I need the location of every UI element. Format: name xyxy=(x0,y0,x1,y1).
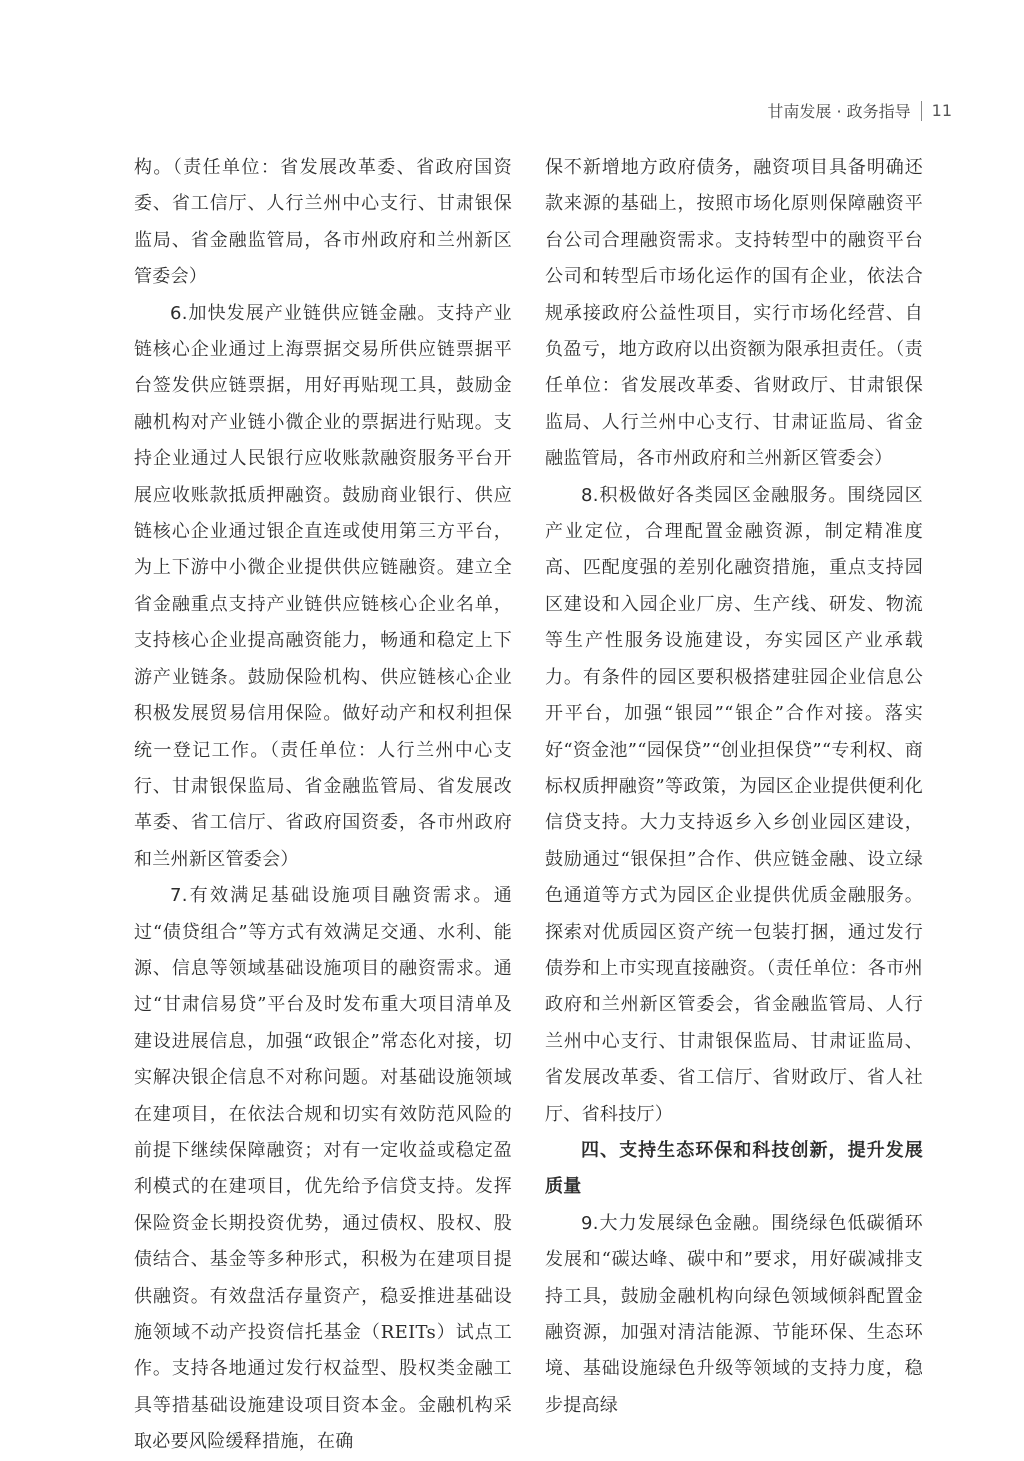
paragraph-item-8 xyxy=(545,478,923,1133)
left-column xyxy=(134,150,512,1461)
item-9-body: 围绕绿色低碳循环发展和“碳达峰、碳中和”要求，用好碳减排支持工具，鼓励金融机构向绿色领域倾斜配置金融资源，加强对清洁能源、节能环保、生态环境、基础设施绿色升级等领域的支持力度，稳步提高绿 xyxy=(545,1212,923,1416)
paragraph-continuation: 构。（责任单位：省发展改革委、省政府国资委、省工信厅、人行兰州中心支行、甘肃银保监局、省金融监管局，各市州政府和兰州新区管委会） xyxy=(134,157,512,288)
item-9-heading: 9.大力发展绿色金融。 xyxy=(581,1212,772,1234)
paragraph-item-6 xyxy=(134,296,512,879)
running-title: 甘南发展 · 政务指导 xyxy=(767,102,911,121)
section-heading-4: 四、支持生态环保和科技创新，提升发展质量 xyxy=(545,1139,923,1198)
item-8-body: 围绕园区产业定位，合理配置金融资源，制定精准度高、匹配度强的差别化融资措施，重点支持园区建设和入园企业厂房、生产线、研发、物流等生产性服务设施建设，夯实园区产业承载力。有条件的园区要积极搭建驻园企业信息公开平台，加强“银园”“银企”合作对接。落实好“资金池”“园保贷”“创业担保贷”“专利权、商标权质押融资”等政策，为园区企业提供便利化信贷支持。大力支持返乡入乡创业园区建设，鼓励通过“银保担”合作、供应链金融、设立绿色通道等方式为园区企业提供优质金融服务。探索对优质园区资产统一包装打捆，通过发行债券和上市实现直接融资。（责任单位：各市州政府和兰州新区管委会，省金融监管局、人行兰州中心支行、甘肃银保监局、甘肃证监局、省发展改革委、省工信厅、省财政厅、省人社厅、省科技厅） xyxy=(545,484,923,1125)
running-header xyxy=(767,99,952,122)
page-number: 11 xyxy=(931,101,952,120)
item-7-heading: 7.有效满足基础设施项目融资需求。 xyxy=(170,885,494,907)
paragraph-continuation-right: 保不新增地方政府债务，融资项目具备明确还款来源的基础上，按照市场化原则保障融资平台公司合理融资需求。支持转型中的融资平台公司和转型后市场化运作的国有企业，依法合规承接政府公益性项目，实行市场化经营、自负盈亏，地方政府以出资额为限承担责任。（责任单位：省发展改革委、省财政厅、甘肃银保监局、人行兰州中心支行、甘肃证监局、省金融监管局，各市州政府和兰州新区管委会） xyxy=(545,157,923,470)
item-7-body: 通过“债贷组合”等方式有效满足交通、水利、能源、信息等领域基础设施项目的融资需求。通过“甘肃信易贷”平台及时发布重大项目清单及建设进展信息，加强“政银企”常态化对接，切实解决银企信息不对称问题。对基础设施领域在建项目，在依法合规和切实有效防范风险的前提下继续保障融资；对有一定收益或稳定盈利模式的在建项目，优先给予信贷支持。发挥保险资金长期投资优势，通过债权、股权、股债结合、基金等多种形式，积极为在建项目提供融资。有效盘活存量资产，稳妥推进基础设施领域不动产投资信托基金（REITs）试点工作。支持各地通过发行权益型、股权类金融工具等措基础设施建设项目资本金。金融机构采取必要风险缓释措施，在确 xyxy=(134,885,512,1453)
item-6-body: 支持产业链核心企业通过上海票据交易所供应链票据平台签发供应链票据，用好再贴现工具，鼓励金融机构对产业链小微企业的票据进行贴现。支持企业通过人民银行应收账款融资服务平台开展应收账款抵质押融资。鼓励商业银行、供应链核心企业通过银企直连或使用第三方平台，为上下游中小微企业提供供应链融资。建立全省金融重点支持产业链供应链核心企业名单，支持核心企业提高融资能力，畅通和稳定上下游产业链条。鼓励保险机构、供应链核心企业积极发展贸易信用保险。做好动产和权利担保统一登记工作。（责任单位：人行兰州中心支行、甘肃银保监局、省金融监管局、省发展改革委、省工信厅、省政府国资委，各市州政府和兰州新区管委会） xyxy=(134,302,512,870)
paragraph-item-9 xyxy=(545,1206,923,1424)
right-column xyxy=(545,150,923,1424)
item-6-heading: 6.加快发展产业链供应链金融。 xyxy=(170,302,437,324)
paragraph-item-7 xyxy=(134,878,512,1461)
item-8-heading: 8.积极做好各类园区金融服务。 xyxy=(581,484,848,506)
header-divider xyxy=(921,101,922,121)
